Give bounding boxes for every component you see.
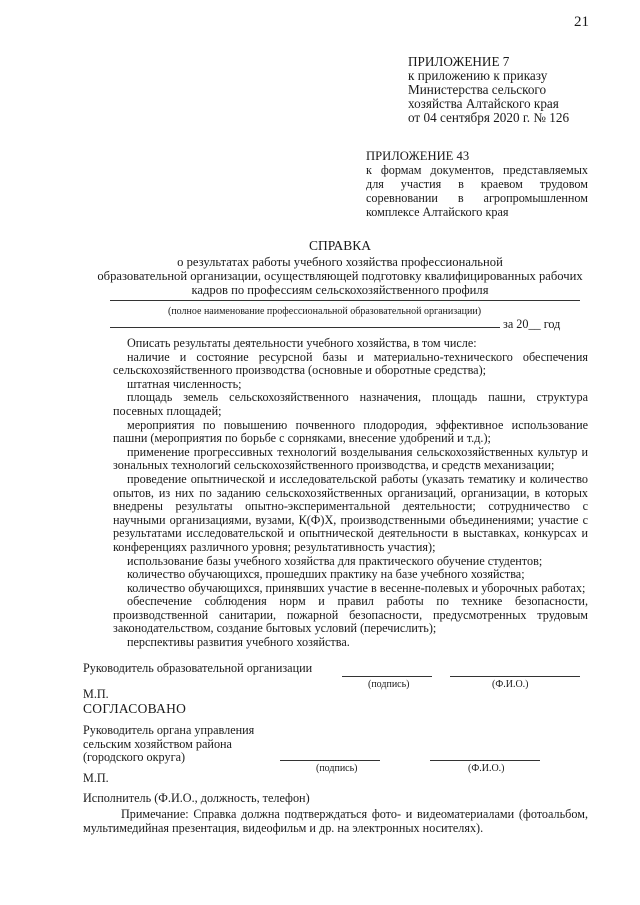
head-agency-line: (городского округа) [83, 750, 186, 765]
appendix-43-block [366, 149, 588, 219]
head-agency-label [83, 724, 254, 765]
body-paragraph: наличие и состояние ресурсной базы и материально-технического обеспечения сельскохозяйственного производства (основные и оборотные средства); [113, 349, 588, 378]
fio-line-2 [430, 760, 540, 761]
body-paragraph: проведение опытнической и исследовательской работы (указать тематику и количество опытов, из них по заданию сельскохозяйственных организаций, организации, в которых внедрены результаты опытно-экспериментальной деятельности; сотрудничество с научными организациями, вузами, К(Ф)Х, производственными объединениями; участие с результатами исследовательской и опытнической деятельности в выставках, конкурсах и конференциях различного уровня; результативность участия); [113, 471, 588, 554]
body-paragraph: количество обучающихся, принявших участие в весенне-полевых и уборочных работах; [127, 580, 586, 595]
stamp-label-2: М.П. [83, 771, 109, 785]
head-org-label: Руководитель образовательной организации [83, 661, 313, 675]
body-paragraph: использование базы учебного хозяйства для практического обучение студентов; [127, 553, 543, 568]
subtitle-line: образовательной организации, осуществляющей подготовку квалифицированных рабочих [97, 269, 583, 283]
body-paragraph: обеспечение соблюдения норм и правил работы по технике безопасности, производственной санитарии, пожарной безопасности, предусмотренных трудовым законодательством, создание бытовых условий (перечислить); [113, 594, 588, 636]
body-paragraph: количество обучающихся, прошедших практику на базе учебного хозяйства; [127, 567, 525, 582]
appendix-43-title: ПРИЛОЖЕНИЕ 43 [366, 149, 470, 163]
page-number: 21 [574, 14, 589, 30]
signature-line [342, 676, 432, 677]
body-paragraph: перспективы развития учебного хозяйства. [127, 635, 350, 650]
body-paragraph: применение прогрессивных технологий возделывания сельскохозяйственных культур и зональных технологий сельскохозяйственного производства, и средств механизации; [113, 444, 588, 473]
fio-line [450, 676, 580, 677]
appendix-43-text: к формам документов, представляемых для участия в краевом трудовом соревновании в агропромышленном комплексе Алтайского края [366, 163, 588, 219]
subtitle-line: кадров по профессиям сельскохозяйственного профиля [191, 283, 489, 297]
executor-label: Исполнитель (Ф.И.О., должность, телефон) [83, 791, 310, 805]
stamp-label: М.П. [83, 687, 109, 701]
agreed-heading: СОГЛАСОВАНО [83, 701, 187, 716]
head-agency-line: Руководитель органа управления [83, 723, 255, 737]
appendix-7-line: хозяйства Алтайского края [408, 96, 559, 111]
org-name-line-2 [110, 327, 500, 328]
appendix-7-line: Министерства сельского [408, 82, 547, 97]
fio-caption: (Ф.И.О.) [492, 679, 529, 690]
appendix-7-title: ПРИЛОЖЕНИЕ 7 [408, 54, 510, 69]
body-paragraph: площадь земель сельскохозяйственного назначения, площадь пашни, структура посевных площадей; [113, 390, 588, 418]
head-agency-line: сельским хозяйством района [83, 736, 232, 751]
subtitle-line: о результатах работы учебного хозяйства профессиональной [177, 255, 503, 269]
appendix-7-line: к приложению к приказу [408, 68, 548, 83]
body-text [113, 337, 588, 650]
document-title: СПРАВКА [308, 238, 372, 253]
signature-caption-2: (подпись) [316, 763, 358, 774]
fio-caption-2: (Ф.И.О.) [468, 763, 505, 774]
body-paragraph: Описать результаты деятельности учебного хозяйства, в том числе: [127, 336, 477, 350]
note-text: Примечание: Справка должна подтверждаться фото- и видеоматериалами (фотоальбом, мультимедийная презентация, видеофильм и др. на электронных носителях). [83, 807, 588, 835]
document-subtitle [90, 255, 590, 297]
org-name-caption: (полное наименование профессиональной образовательной организации) [168, 306, 482, 317]
appendix-7-line: от 04 сентября 2020 г. № 126 [408, 110, 570, 125]
body-paragraph: мероприятия по повышению почвенного плодородия, эффективное использование пашни (мероприятия по борьбе с сорняками, внесение удобрений и т.д.); [113, 417, 588, 446]
signature-line-2 [280, 760, 380, 761]
org-name-line [110, 300, 580, 301]
signature-caption: (подпись) [368, 679, 410, 690]
body-paragraph: штатная численность; [127, 376, 242, 391]
appendix-7-block [408, 55, 569, 125]
year-label: за 20__ год [503, 317, 561, 331]
